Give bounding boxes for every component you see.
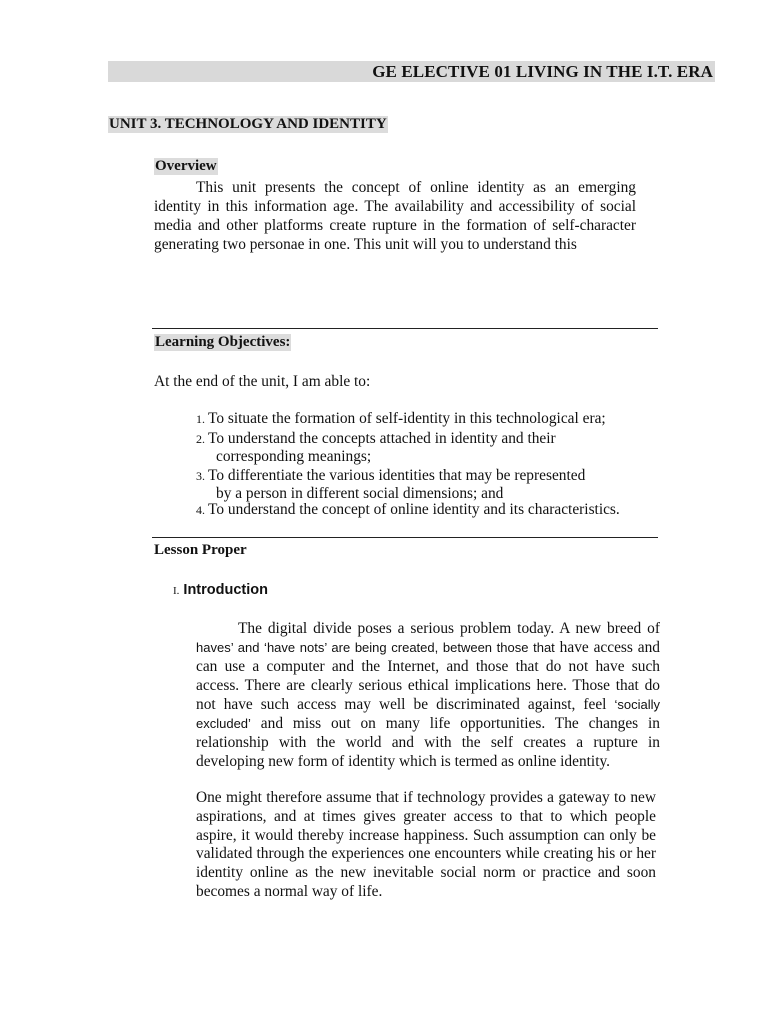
para-text: haves’ and ‘have nots’ are being created, between those that xyxy=(196,640,555,655)
para-text: have access and can use a computer and the Internet, and those that do not have such access. There are clearly serious ethical implications here. Those that do not have such access may well be discriminated against, feel xyxy=(196,639,660,713)
learning-objectives-label: Learning Objectives: xyxy=(155,334,291,350)
objective-item xyxy=(196,430,556,466)
objective-number: 1. xyxy=(196,412,205,426)
objective-text: To understand the concepts attached in identity and their xyxy=(208,430,556,447)
divider xyxy=(152,328,658,329)
para-text: The digital divide poses a serious problem today. A new breed of xyxy=(238,620,660,637)
objective-number: 4. xyxy=(196,503,205,517)
introduction-paragraph-1 xyxy=(196,619,660,771)
objective-text: To situate the formation of self-identity in this technological era; xyxy=(208,410,606,427)
section-title: Introduction xyxy=(183,582,268,598)
objective-text: To understand the concept of online identity and its characteristics. xyxy=(208,501,620,518)
objective-item xyxy=(196,410,606,428)
objective-item xyxy=(196,501,620,519)
unit-title: UNIT 3. TECHNOLOGY AND IDENTITY xyxy=(109,116,387,132)
objective-text-continued: by a person in different social dimensions; and xyxy=(216,485,504,502)
section-numeral: I. xyxy=(173,585,180,597)
objective-text-continued: corresponding meanings; xyxy=(216,448,372,465)
para-text: ‘socially excluded’ xyxy=(196,697,660,731)
objectives-intro: At the end of the unit, I am able to: xyxy=(154,373,371,390)
objective-number: 3. xyxy=(196,469,205,483)
course-title: GE ELECTIVE 01 LIVING IN THE I.T. ERA xyxy=(372,62,713,81)
section-heading xyxy=(173,582,268,598)
divider xyxy=(152,537,658,538)
objective-text: To differentiate the various identities that may be represented xyxy=(208,467,586,484)
introduction-paragraph-2: One might therefore assume that if technology provides a gateway to new aspirations, and at times gives greater access to that to which people aspire, it would thereby increase happiness. Such assumption can only be validated through the experiences one encounters while creating his or her identity online as the new inevitable social norm or practice and soon becomes a normal way of life. xyxy=(196,789,656,900)
overview-text: This unit presents the concept of online identity as an emerging identity in this information age. The availability and accessibility of social media and other platforms create rupture in the formation of self-character generating two personae in one. This unit will you to understand this xyxy=(154,179,636,253)
lesson-proper-heading: Lesson Proper xyxy=(154,542,247,558)
objective-number: 2. xyxy=(196,432,205,446)
para-text: and miss out on many life opportunities. The changes in relationship with the world and with the self creates a rupture in developing new form of identity which is termed as online identity. xyxy=(196,715,660,770)
overview-label: Overview xyxy=(155,158,217,174)
objective-item xyxy=(196,467,585,503)
